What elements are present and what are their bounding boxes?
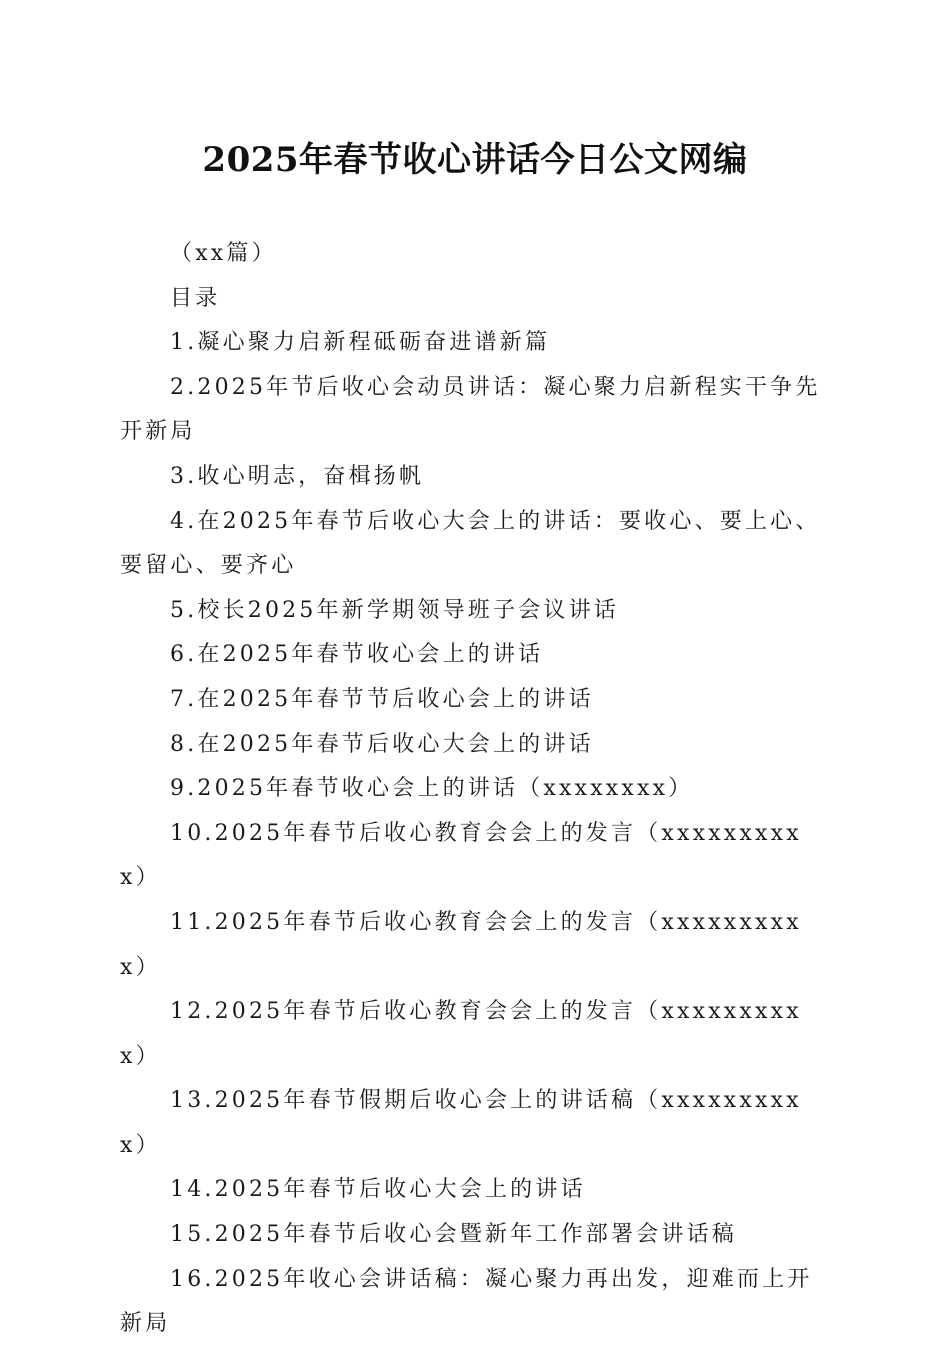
count-note: （xx篇） <box>170 241 277 266</box>
toc-item: 3.收心明志，奋楫扬帆 <box>170 463 425 489</box>
document-body <box>120 232 826 1347</box>
toc-item: 8.在2025年春节后收心大会上的讲话 <box>170 731 594 757</box>
toc-item: 11.2025年春节后收心教育会会上的发言（xxxxxxxxxx） <box>120 909 802 980</box>
document-title: 2025年春节收心讲话今日公文网编 <box>202 140 748 180</box>
toc-item: 5.校长2025年新学期领导班子会议讲话 <box>170 597 619 623</box>
toc-item: 13.2025年春节假期后收心会上的讲话稿（xxxxxxxxxx） <box>120 1088 802 1158</box>
toc-item: 14.2025年春节后收心大会上的讲话 <box>170 1177 586 1203</box>
toc-item: 9.2025年春节收心会上的讲话（xxxxxxxx） <box>170 776 694 802</box>
toc-item: 6.在2025年春节收心会上的讲话 <box>170 642 544 668</box>
toc-item: 12.2025年春节后收心教育会会上的发言（xxxxxxxxxx） <box>120 999 802 1069</box>
toc-item: 16.2025年收心会讲话稿：凝心聚力再出发，迎难而上开新局 <box>120 1266 813 1337</box>
toc-heading: 目录 <box>170 285 221 311</box>
toc-item: 1.凝心聚力启新程砥砺奋进谱新篇 <box>170 330 551 356</box>
toc-item: 10.2025年春节后收心教育会会上的发言（xxxxxxxxxx） <box>120 820 802 891</box>
toc-item: 15.2025年春节后收心会暨新年工作部署会讲话稿 <box>170 1222 737 1248</box>
toc-item: 7.在2025年春节节后收心会上的讲话 <box>170 686 594 712</box>
toc-item: 2.2025年节后收心会动员讲话：凝心聚力启新程实干争先开新局 <box>120 374 821 445</box>
toc-item: 4.在2025年春节后收心大会上的讲话：要收心、要上心、要留心、要齐心 <box>120 508 821 579</box>
